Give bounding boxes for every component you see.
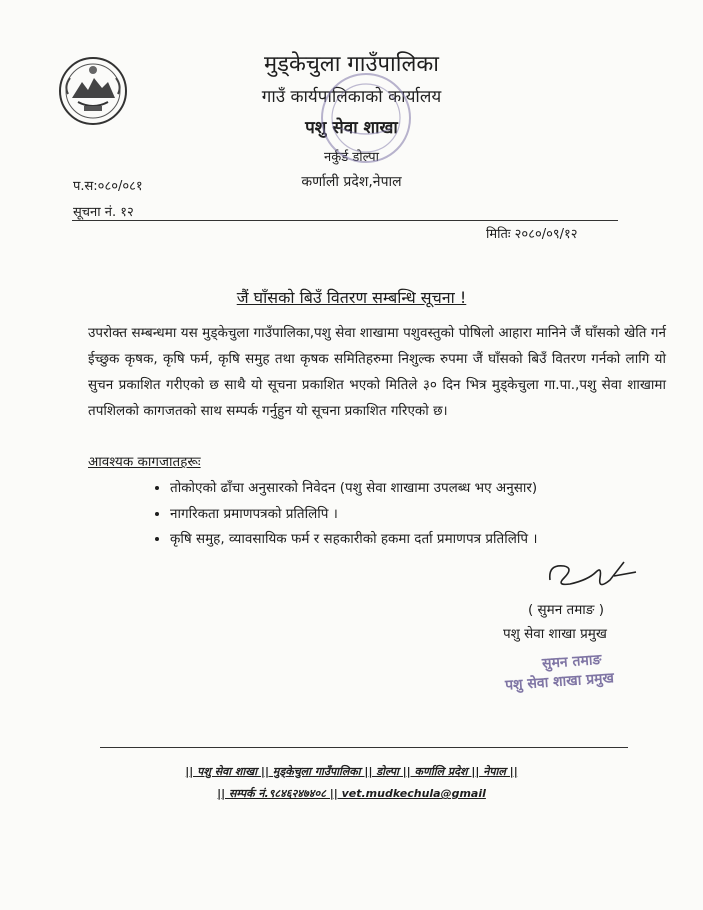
office-location: नर्कुर्ड डोल्पा: [324, 150, 379, 165]
notice-subject-text: जैं घाँसको बिउँ वितरण सम्बन्धि सूचना !: [236, 288, 467, 307]
header-divider: [72, 220, 618, 221]
footer-contact: [0, 786, 703, 801]
notice-date: मितिः २०८०/०९/१२: [486, 227, 578, 242]
signatory-name: ( सुमन तमाङ ): [528, 602, 604, 618]
stamp-name: सुमन तमाङ: [541, 651, 602, 673]
stamp-title: पशु सेवा शाखा प्रमुख: [504, 670, 615, 694]
footer-address-text: || पशु सेवा शाखा || मुड्केचुला गाउँपालिका || डोल्पा || कर्णालि प्रदेश || नेपाल ||: [185, 765, 518, 778]
signatory-title: पशु सेवा शाखा प्रमुख: [503, 626, 607, 642]
reference-number: प.स:०८०/०८१: [73, 179, 143, 194]
footer-contact-text: || सम्पर्क नं.९८४६२४७४०८ || vet.mudkechula@gmail: [217, 787, 486, 800]
province-country: कर्णाली प्रदेश,नेपाल: [301, 174, 402, 190]
notice-subject: [0, 286, 703, 308]
list-item: • नागरिकता प्रमाणपत्रको प्रतिलिपि ।: [170, 502, 537, 528]
list-item: • कृषि समुह, व्यावसायिक फर्म र सहकारीको हकमा दर्ता प्रमाणपत्र प्रतिलिपि ।: [170, 527, 537, 553]
requirements-title: आवश्यक कागजातहरूः: [88, 454, 201, 470]
section-name: पशु सेवा शाखा: [305, 118, 398, 138]
list-item: • तोकोएको ढाँचा अनुसारको निवेदन (पशु सेवा शाखामा उपलब्ध भए अनुसार): [170, 476, 537, 502]
office-seal-icon: [318, 70, 414, 166]
notice-number: सूचना नं. १२: [73, 205, 134, 220]
footer-address: [0, 764, 703, 779]
footer-divider: [100, 747, 628, 748]
office-name: गाउँ कार्यपालिकाको कार्यालय: [261, 87, 442, 107]
municipality-name: मुड्केचुला गाउँपालिका: [264, 52, 439, 77]
notice-body: उपरोक्त सम्बन्धमा यस मुड्केचुला गाउँपालिका,पशु सेवा शाखामा पशुवस्तुको पोषिलो आहारा मानिने जैं घाँसको खेति गर्न ईच्छुक कृषक, कृषि फर्म, कृषि समुह तथा कृषक समितिहरुमा निशुल्क रुपमा जैं घाँसको बिउँ वितरण गर्नको लागि यो सुचन प्रकाशित गरीएको छ साथै यो सूचना प्रकाशित भएको मितिले ३० दिन भित्र मुड्केचुला गा.पा.,पशु सेवा शाखामा तपशिलको कागजतको साथ सम्पर्क गर्नुहुन यो सूचना प्रकाशित गरिएको छ।: [88, 325, 666, 419]
requirements-list: [148, 476, 537, 553]
signature-icon: [540, 550, 640, 596]
